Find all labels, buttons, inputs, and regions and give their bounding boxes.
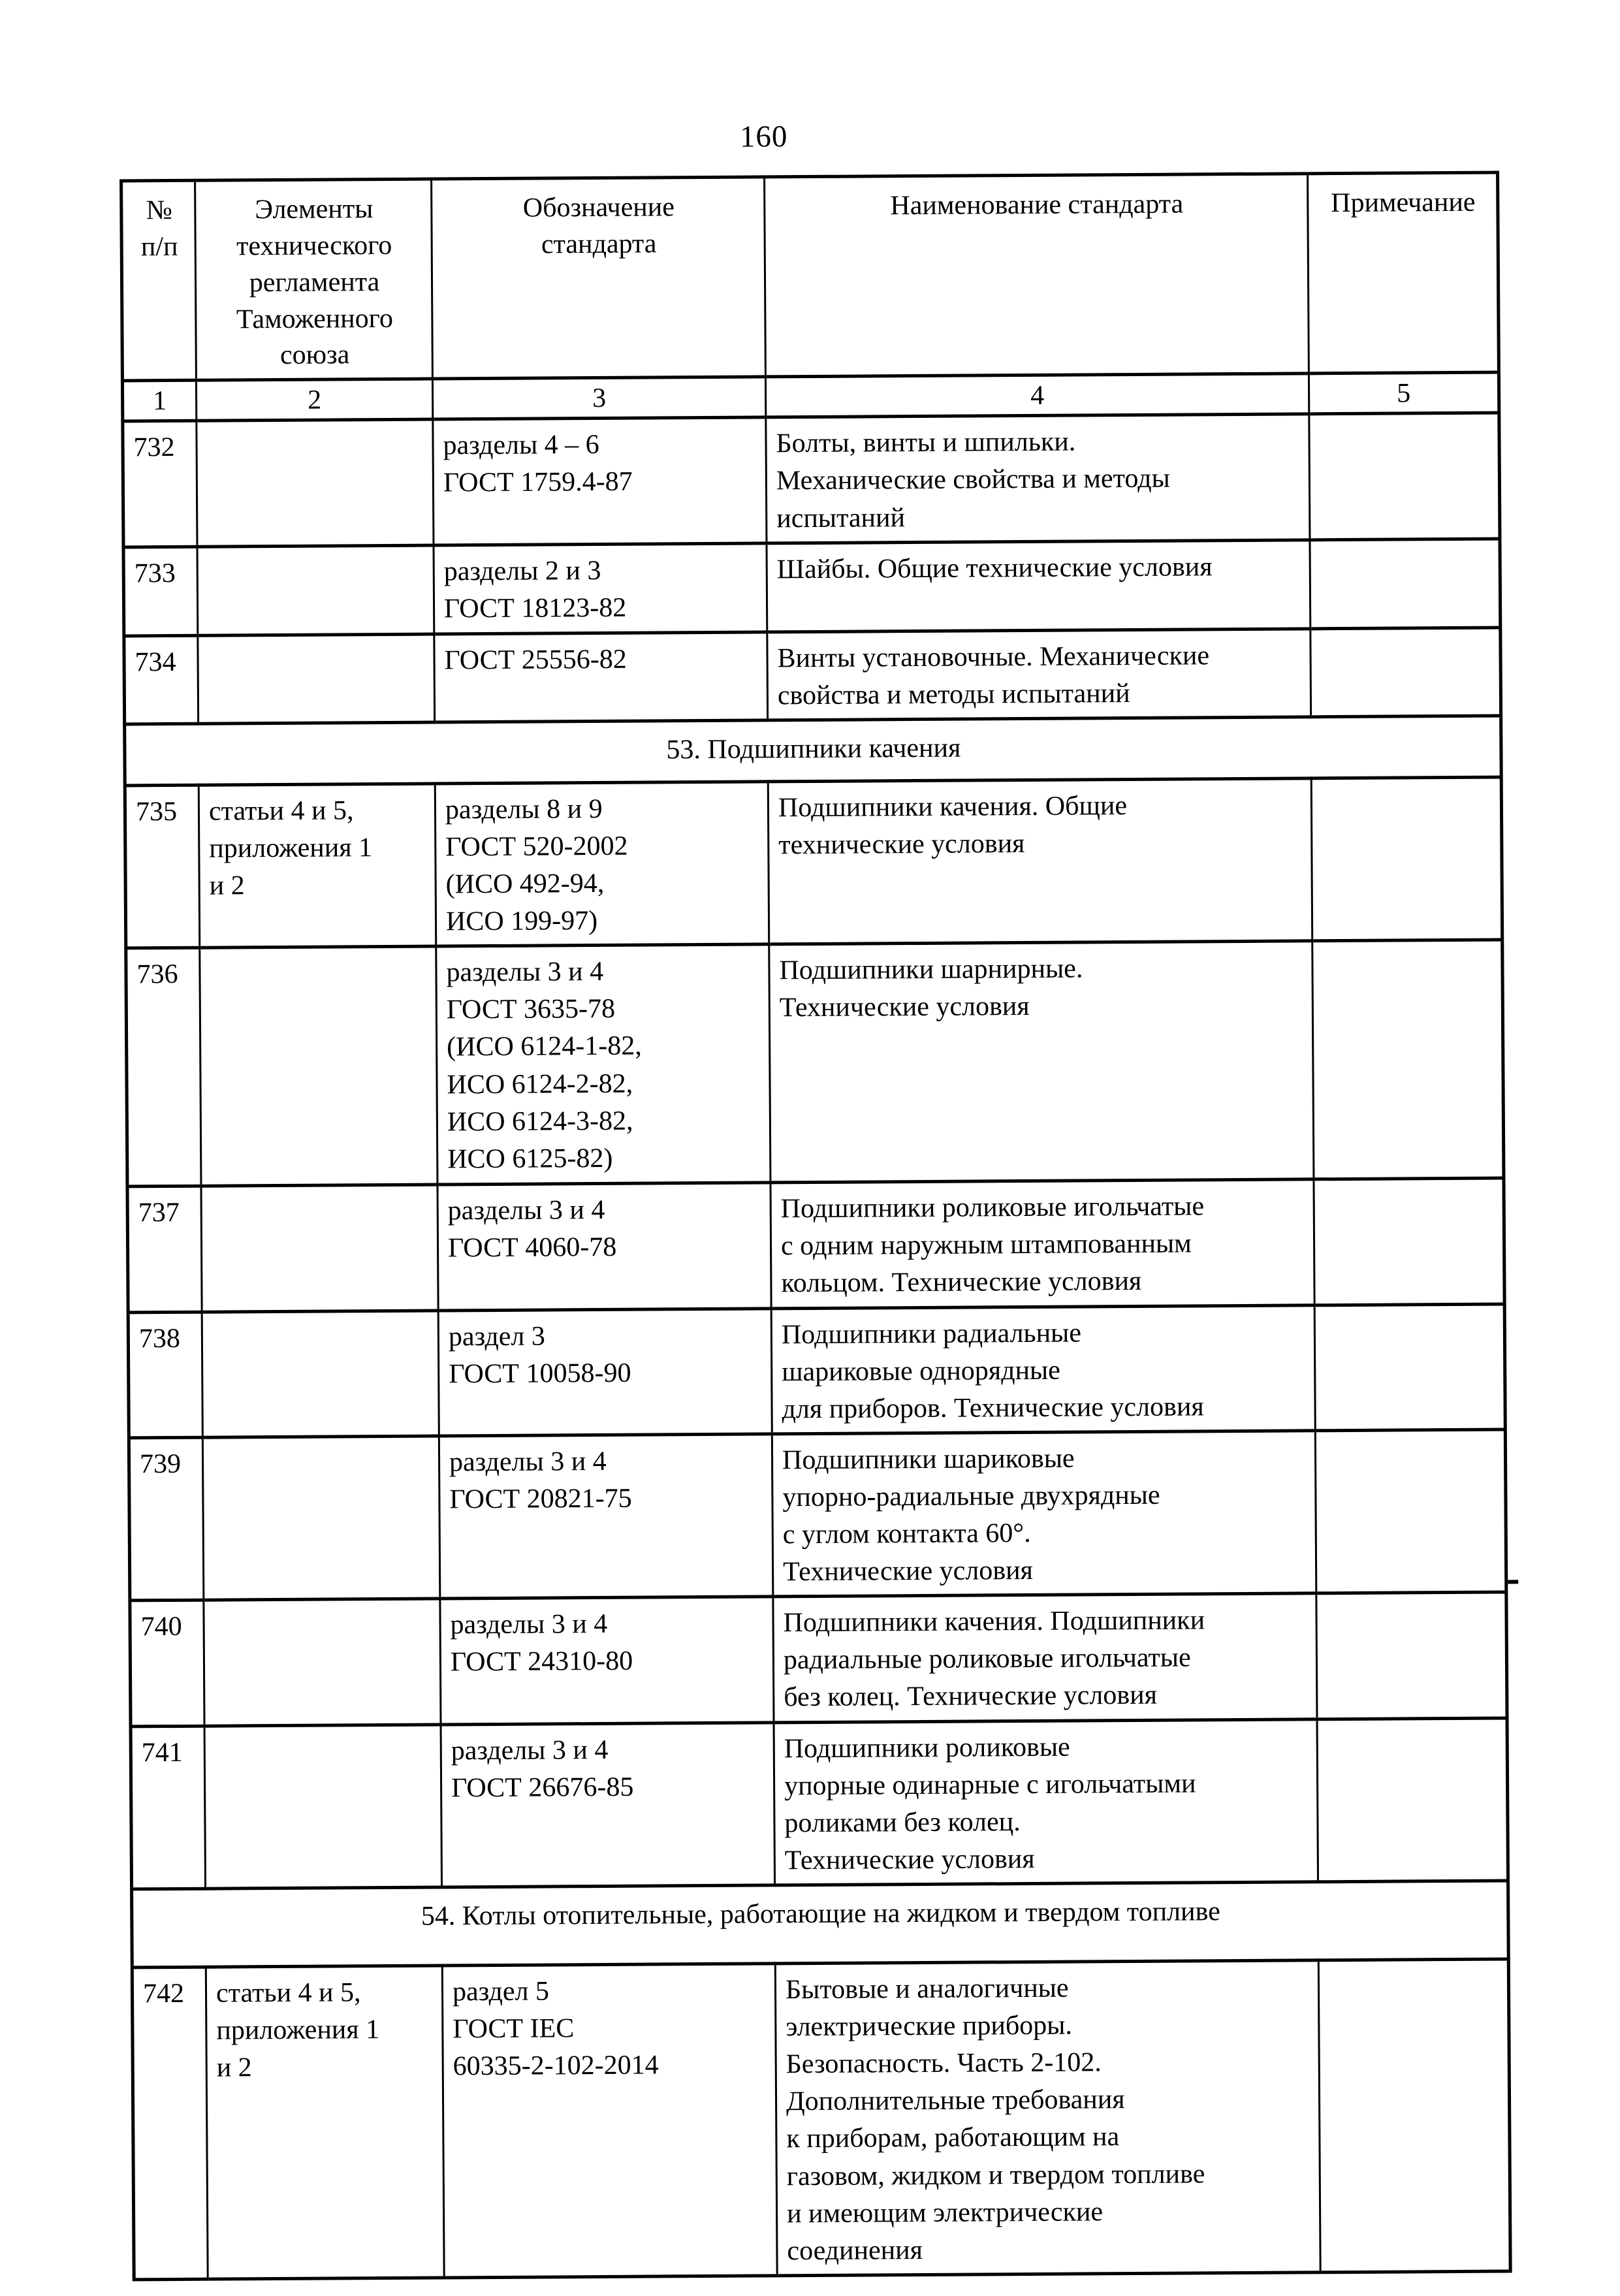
note-cell <box>1315 1429 1506 1593</box>
header-cell-elements: Элементы технического регламента Таможенного союза <box>195 179 433 381</box>
column-number-cell: 3 <box>432 377 765 419</box>
note-cell <box>1310 539 1501 628</box>
table-row-735 <box>125 777 1502 948</box>
table-row-742 <box>132 1959 1510 2280</box>
note-cell <box>1312 940 1504 1179</box>
row-number-cell: 735 <box>125 785 200 948</box>
column-number-cell: 2 <box>196 379 432 421</box>
table-row-739 <box>129 1429 1506 1601</box>
standard-name-cell: Винты установочные. Механические свойства и методы испытаний <box>767 628 1311 720</box>
table-row-741 <box>131 1718 1508 1889</box>
row-number-cell: 739 <box>129 1437 204 1601</box>
row-number-cell: 742 <box>132 1967 208 2280</box>
standard-name-cell: Бытовые и аналогичные электрические приборы. Безопасность. Часть 2-102. Дополнительные требования к приборам, работающим на газовом, жидком и твердом топливе и имеющим электрические соединения <box>775 1960 1320 2276</box>
note-cell <box>1309 413 1500 540</box>
designation-cell: раздел 3 ГОСТ 10058-90 <box>438 1308 772 1435</box>
designation-cell: разделы 3 и 4 ГОСТ 20821-75 <box>439 1434 773 1599</box>
page-number: 160 <box>739 120 788 154</box>
section-title: 54. Котлы отопительные, работающие на жидком и твердом топливе <box>132 1881 1509 1968</box>
designation-cell: разделы 3 и 4 ГОСТ 4060-78 <box>437 1183 771 1310</box>
row-number-cell: 741 <box>131 1726 206 1889</box>
elements-cell: статьи 4 и 5, приложения 1 и 2 <box>199 784 436 948</box>
row-number-cell: 734 <box>124 635 199 724</box>
designation-cell: разделы 3 и 4 ГОСТ 3635-78 (ИСО 6124-1-82, ИСО 6124-2-82, ИСО 6124-3-82, ИСО 6125-82) <box>436 944 770 1185</box>
scan-noise-mark <box>1508 1580 1518 1584</box>
header-cell-designation: Обозначение стандарта <box>432 177 766 379</box>
standard-name-cell: Подшипники роликовые упорные одинарные с игольчатыми роликами без колец. Технические условия <box>774 1719 1318 1885</box>
header-cell-name: Наименование стандарта <box>765 174 1309 377</box>
note-cell <box>1314 1178 1504 1305</box>
standard-name-cell: Подшипники роликовые игольчатые с одним наружным штампованным кольцом. Технические условия <box>770 1179 1314 1308</box>
standard-name-cell: Подшипники шарнирные. Технические условия <box>769 941 1314 1183</box>
standard-name-cell: Подшипники шариковые упорно-радиальные двухрядные с углом контакта 60°. Технические условия <box>772 1431 1316 1597</box>
table-row-737 <box>127 1178 1504 1312</box>
elements-cell <box>202 1436 440 1601</box>
column-number-cell: 1 <box>122 381 196 422</box>
row-number-cell: 732 <box>123 421 197 548</box>
designation-cell: ГОСТ 25556-82 <box>434 631 768 722</box>
table-row-740 <box>130 1592 1507 1726</box>
standard-name-cell: Шайбы. Общие технические условия <box>767 540 1310 631</box>
column-number-cell: 4 <box>765 374 1309 417</box>
designation-cell: разделы 3 и 4 ГОСТ 24310-80 <box>440 1597 774 1724</box>
table-row-738 <box>128 1304 1505 1438</box>
row-number-cell: 740 <box>130 1600 204 1726</box>
row-number-cell: 736 <box>126 948 201 1187</box>
note-cell <box>1316 1592 1507 1719</box>
table-row-733 <box>123 539 1501 635</box>
note-cell <box>1314 1304 1505 1431</box>
section-row-54 <box>132 1881 1509 1968</box>
note-cell <box>1311 777 1502 941</box>
note-cell <box>1318 1959 1510 2272</box>
elements-cell <box>200 946 437 1186</box>
table-row-736 <box>126 940 1504 1187</box>
row-number-cell: 737 <box>127 1186 202 1312</box>
elements-cell <box>198 634 435 724</box>
designation-cell: разделы 3 и 4 ГОСТ 26676-85 <box>441 1722 775 1887</box>
row-number-cell: 738 <box>128 1312 202 1438</box>
note-cell <box>1317 1718 1508 1882</box>
designation-cell: разделы 4 – 6 ГОСТ 1759.4-87 <box>433 417 767 545</box>
table-header-row <box>121 172 1499 381</box>
elements-cell <box>197 545 434 635</box>
section-title: 53. Подшипники качения <box>125 716 1502 786</box>
designation-cell: разделы 8 и 9 ГОСТ 520-2002 (ИСО 492-94, ИСО 199-97) <box>435 782 769 947</box>
standards-table <box>119 171 1512 2282</box>
column-number-cell: 5 <box>1309 372 1499 414</box>
designation-cell: раздел 5 ГОСТ IEC 60335-2-102-2014 <box>442 1964 777 2278</box>
elements-cell <box>197 419 434 547</box>
table-row-732 <box>123 413 1500 547</box>
elements-cell <box>201 1185 438 1312</box>
elements-cell: статьи 4 и 5, приложения 1 и 2 <box>206 1966 444 2279</box>
header-cell-number: № п/п <box>121 180 197 381</box>
note-cell <box>1310 628 1501 717</box>
standard-name-cell: Подшипники качения. Подшипники радиальные роликовые игольчатые без колец. Технические условия <box>773 1593 1317 1722</box>
elements-cell <box>202 1311 439 1438</box>
elements-cell <box>204 1599 441 1726</box>
header-cell-note: Примечание <box>1308 172 1499 374</box>
section-row-53 <box>125 716 1502 786</box>
row-number-cell: 733 <box>123 547 198 636</box>
table-row-734 <box>124 628 1501 724</box>
standard-name-cell: Подшипники радиальные шариковые однорядные для приборов. Технические условия <box>771 1305 1315 1433</box>
elements-cell <box>204 1725 442 1889</box>
standard-name-cell: Подшипники качения. Общие технические условия <box>768 778 1312 945</box>
standard-name-cell: Болты, винты и шпильки. Механические свойства и методы испытаний <box>766 414 1310 543</box>
designation-cell: разделы 2 и 3 ГОСТ 18123-82 <box>434 543 767 633</box>
